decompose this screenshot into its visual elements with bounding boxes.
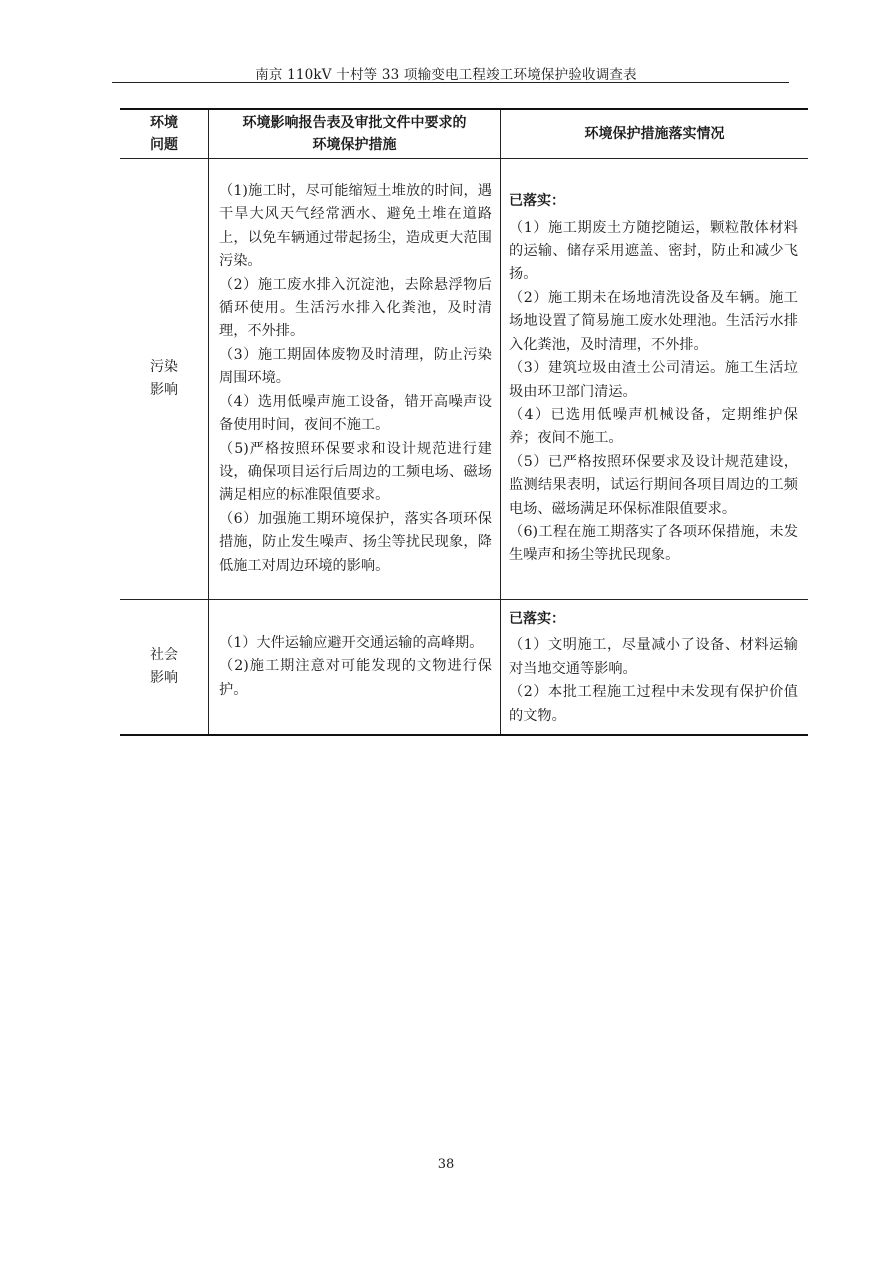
environmental-measures-table — [120, 108, 808, 736]
requirement-item: （3）施工期固体废物及时清理，防止污染周围环境。 — [219, 346, 492, 387]
header-implementation-status — [501, 109, 809, 159]
status-item: （1）施工期废土方随挖随运，颗粒散体材料的运输、储存采用遮盖、密封，防止和减少飞扬。 — [509, 219, 798, 283]
page-header-title: 南京 110kV 十村等 33 项输变电工程竣工环境保护验收调查表 — [255, 67, 637, 83]
status-item: （3）建筑垃圾由渣土公司清运。施工生活垃圾由环卫部门清运。 — [509, 360, 798, 400]
status-cell — [501, 159, 809, 600]
page-number: 38 — [437, 1157, 455, 1172]
status-item: （5）已严格按照环保要求及设计规范建设，监测结果表明，试运行期间各项目周边的工频电场、磁场满足环保标准限值要求。 — [509, 453, 798, 517]
status-implemented-label: 已落实： — [509, 193, 565, 210]
status-item: （1）文明施工，尽量减小了设备、材料运输对当地交通等影响。 — [509, 637, 798, 677]
requirement-item: （6）加强施工期环境保护，落实各项环保措施，防止发生噪声、扬尘等扰民现象，降低施工对周边环境的影响。 — [219, 510, 492, 574]
requirement-item: （5)严格按照环保要求和设计规范进行建设，确保项目运行后周边的工频电场、磁场满足相应的标准限值要求。 — [219, 440, 492, 504]
header-rule — [112, 82, 789, 83]
requirements-cell — [209, 159, 501, 600]
requirement-item: （2)施工期注意对可能发现的文物进行保护。 — [219, 658, 492, 698]
header-req-line: 环境影响报告表及审批文件中要求的 — [242, 115, 467, 131]
table-header-row — [120, 109, 808, 159]
issue-cell — [120, 159, 209, 600]
header-req-line: 环境保护措施 — [312, 137, 397, 153]
table-row-social — [120, 600, 808, 736]
header-status-text: 环境保护措施落实情况 — [584, 126, 725, 142]
requirements-cell — [209, 600, 501, 736]
issue-label-line: 影响 — [150, 382, 178, 398]
header-issue-line: 问题 — [150, 137, 178, 153]
status-item: （2）施工期未在场地清洗设备及车辆。施工场地设置了简易施工废水处理池。生活污水排入化粪池，及时清理，不外排。 — [509, 289, 798, 353]
issue-label-line: 影响 — [150, 670, 178, 687]
status-item: （4）已选用低噪声机械设备，定期维护保养；夜间不施工。 — [509, 406, 798, 447]
header-required-measures — [209, 109, 501, 159]
requirement-item: （4）选用低噪声施工设备，错开高噪声设备使用时间，夜间不施工。 — [219, 393, 492, 434]
status-item: （6)工程在施工期落实了各项环保措施，未发生噪声和扬尘等扰民现象。 — [509, 523, 798, 564]
requirement-item: （1)施工时，尽可能缩短土堆放的时间，遇干旱大风天气经常洒水、避免土堆在道路上，以免车辆通过带起扬尘，造成更大范围污染。 — [219, 183, 492, 270]
issue-cell — [120, 600, 209, 736]
issue-label-line: 社会 — [150, 647, 178, 664]
table-row-pollution — [120, 159, 808, 600]
header-issue-line: 环境 — [150, 115, 178, 131]
issue-label-line: 污染 — [150, 359, 178, 375]
requirement-item: （1）大件运输应避开交通运输的高峰期。 — [219, 634, 484, 651]
requirement-item: （2）施工废水排入沉淀池，去除悬浮物后循环使用。生活污水排入化粪池，及时清理，不外排。 — [219, 276, 492, 340]
status-implemented-label: 已落实： — [509, 611, 565, 627]
header-environment-issue — [120, 109, 209, 159]
status-item: （2）本批工程施工过程中未发现有保护价值的文物。 — [509, 684, 798, 724]
status-cell — [501, 600, 809, 736]
